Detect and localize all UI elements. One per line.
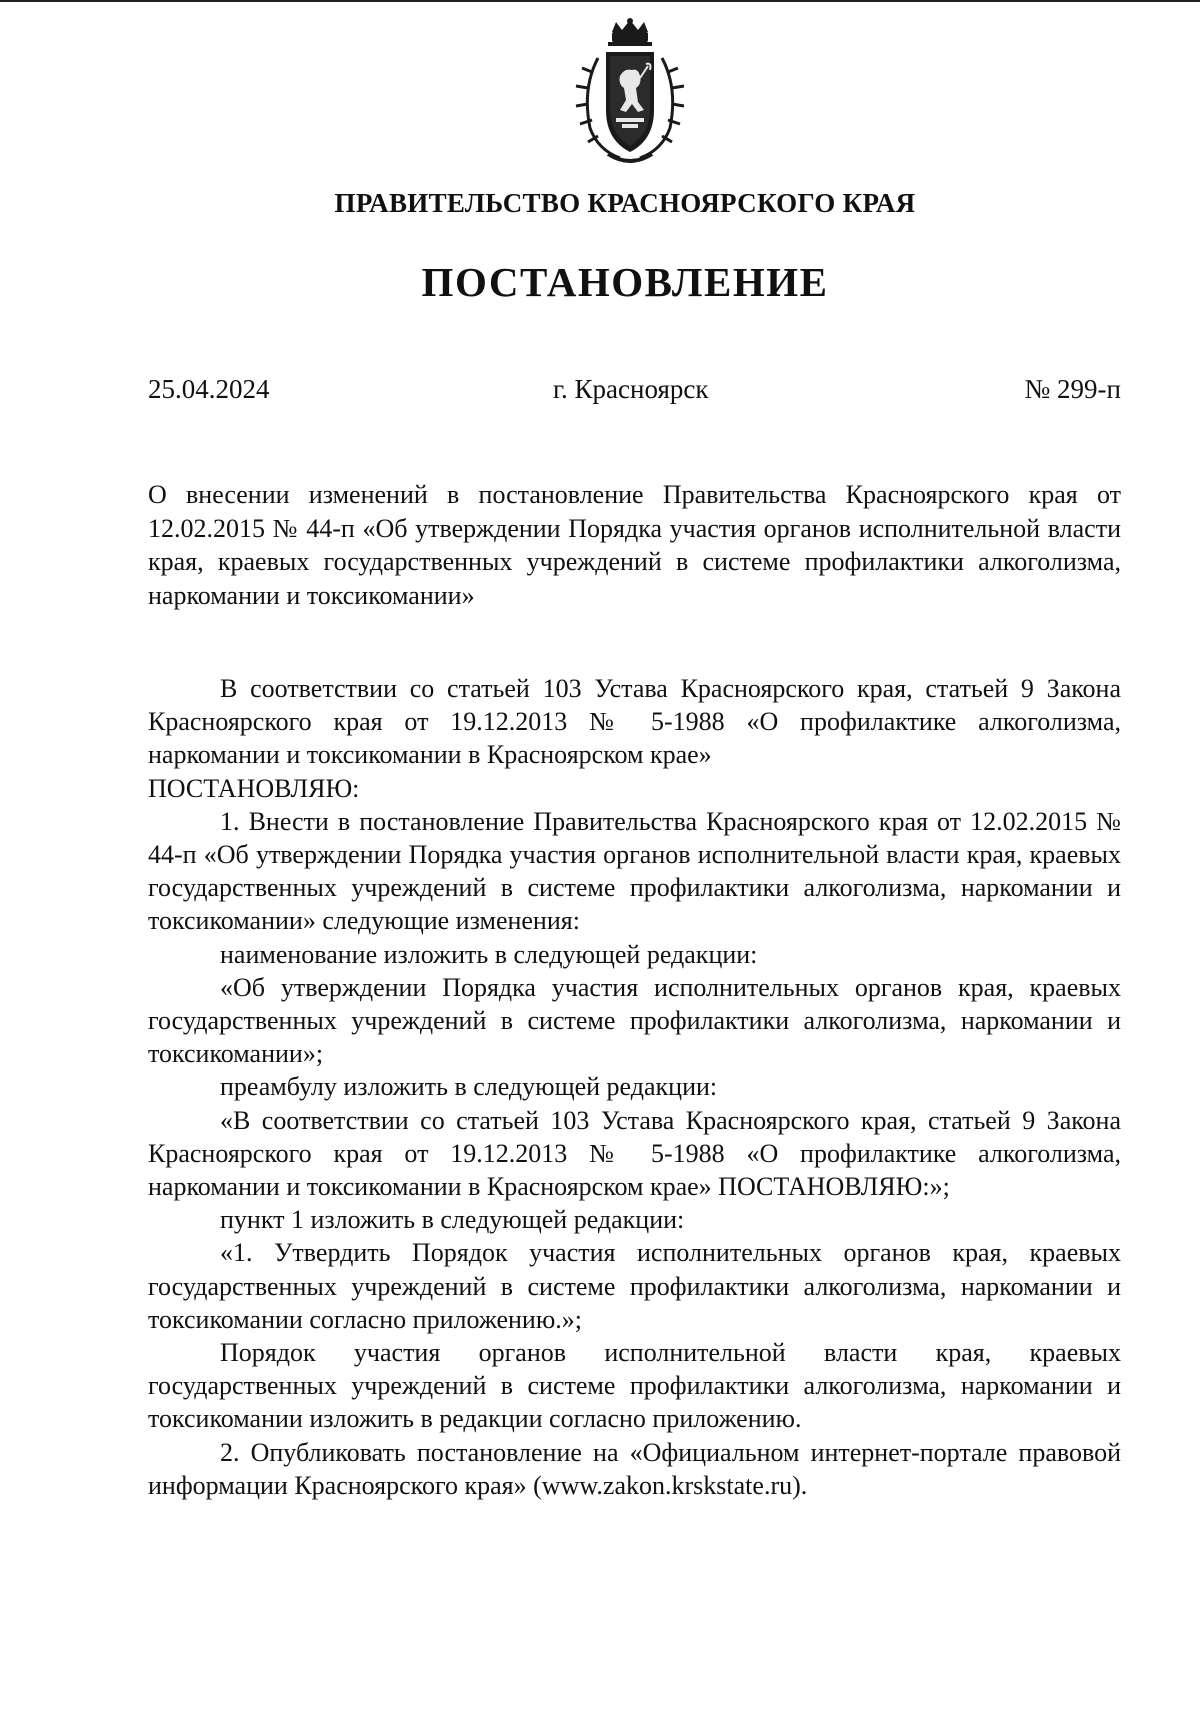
document-body xyxy=(148,672,1121,1502)
organization-name: ПРАВИТЕЛЬСТВО КРАСНОЯРСКОГО КРАЯ xyxy=(334,188,916,218)
paragraph-new-name: «Об утверждении Порядка участия исполнительных органов края, краевых государственных учреждений в системе профилактики алкоголизма, наркомании и токсикомании»; xyxy=(148,972,1121,1069)
document-city: г. Красноярск xyxy=(553,374,709,404)
decree-word: ПОСТАНОВЛЯЮ: xyxy=(148,773,360,803)
document-title: О внесении изменений в постановление Правительства Красноярского края от 12.02.2015 № 44-п «Об утверждении Порядка участия органов исполнительной власти края, краевых государственных учреждений в системе профилактики алкоголизма, наркомании и токсикомании» xyxy=(148,480,1121,610)
paragraph-point1-change: пункт 1 изложить в следующей редакции: xyxy=(220,1205,685,1235)
document-number: № 299-п xyxy=(1024,374,1121,404)
document-date: 25.04.2024 xyxy=(148,374,270,404)
paragraph-procedure: Порядок участия органов исполнительной власти края, краевых государственных учреждений в системе профилактики алкоголизма, наркомании и токсикомании изложить в редакции согласно приложению. xyxy=(148,1338,1121,1434)
paragraph-2-publish: 2. Опубликовать постановление на «Официальном интернет-портале правовой информации Красноярского края» (www.zakon.krskstate.ru). xyxy=(148,1437,1121,1500)
paragraph-new-point1: «1. Утвердить Порядок участия исполнительных органов края, краевых государственных учреждений в системе профилактики алкоголизма, наркомании и токсикомании согласно приложению.»; xyxy=(148,1238,1121,1334)
document-meta xyxy=(148,374,1121,410)
document-type: ПОСТАНОВЛЕНИЕ xyxy=(421,259,829,305)
paragraph-1: 1. Внести в постановление Правительства Красноярского края от 12.02.2015 № 44-п «Об утверждении Порядка участия органов исполнительной власти края, краевых государственных учреждений в системе профилактики алкоголизма, наркомании и токсикомании» следующие изменения: xyxy=(148,806,1121,936)
paragraph-new-preamble: «В соответствии со статьей 103 Устава Красноярского края, статьей 9 Закона Красноярского края от 19.12.2013 № 5-1988 «О профилактике алкоголизма, наркомании и токсикомании в Красноярском крае» ПОСТАНОВЛЯЮ:»; xyxy=(148,1105,1121,1202)
coat-of-arms-icon xyxy=(568,18,692,168)
paragraph-name-change: наименование изложить в следующей редакции: xyxy=(220,939,758,969)
paragraph-preamble-change: преамбулу изложить в следующей редакции: xyxy=(220,1072,718,1102)
preamble-paragraph: В соответствии со статьей 103 Устава Красноярского края, статьей 9 Закона Красноярского края от 19.12.2013 № 5-1988 «О профилактике алкоголизма, наркомании и токсикомании в Красноярском крае» xyxy=(148,674,1121,770)
page-top-edge xyxy=(0,0,1200,2)
